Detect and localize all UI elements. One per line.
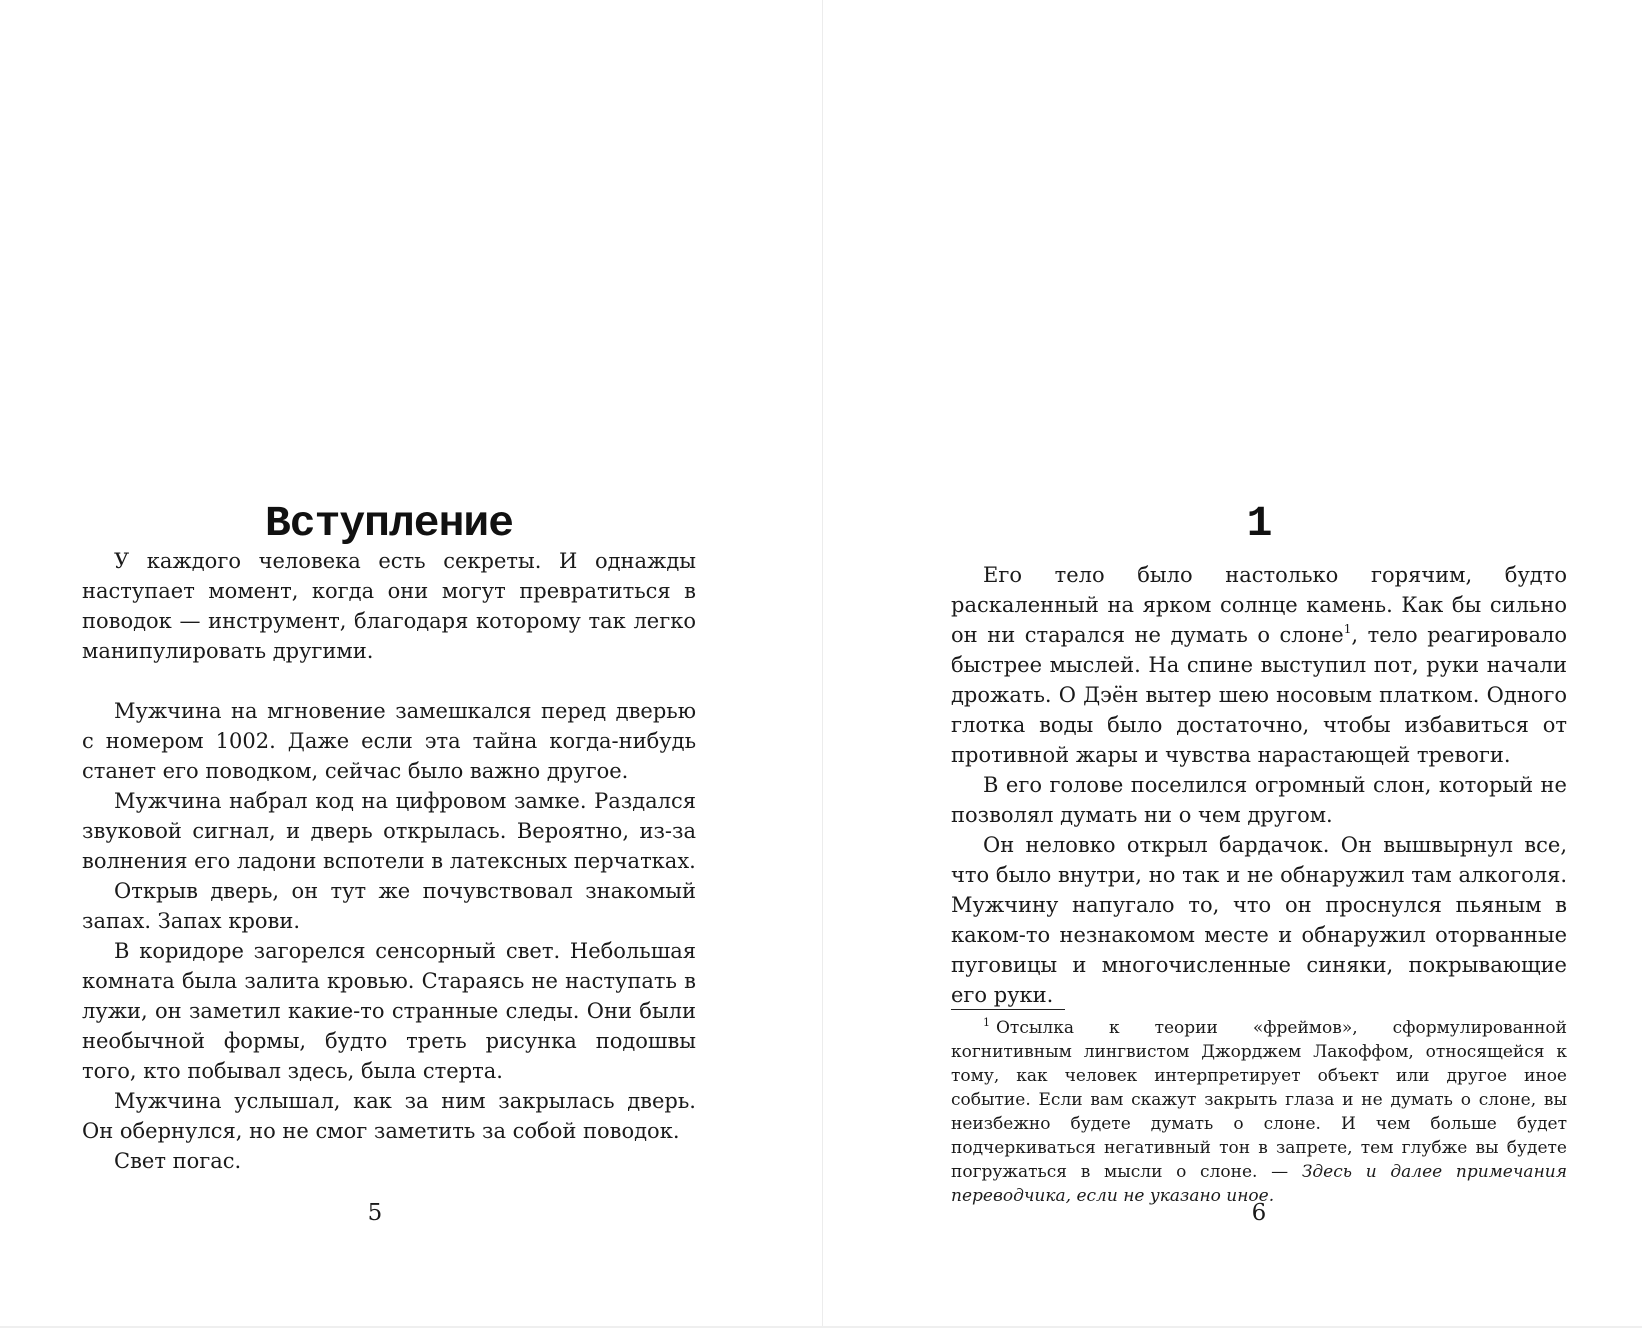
footnote-italic-note: Здесь и далее примечания переводчика, если не указано иное. (951, 1162, 1567, 1206)
page-number: 5 (367, 1200, 383, 1226)
paragraph-text: , тело реагировало быстрее мыслей. На спине выступил пот, руки начали дрожать. О Дэён вытер шею носовым платком. Одного глотка воды было достаточно, чтобы избавиться от противной жары и чувства нарастающей тревоги. (951, 623, 1567, 767)
paragraph: У каждого человека есть секреты. И однажды наступает момент, когда они могут превратиться в поводок — инструмент, благодаря которому так легко манипулировать другими. (82, 549, 696, 663)
page-number: 6 (1251, 1200, 1267, 1226)
right-page (951, 0, 1567, 1328)
chapter-body (82, 546, 696, 1176)
footnote-marker: 1 (983, 1016, 990, 1029)
footnote-divider (951, 1009, 1065, 1010)
paragraph: Мужчина на мгновение замешкался перед дверью с номером 1002. Даже если эта тайна когда-нибудь станет его поводком, сейчас было важно другое. (82, 699, 696, 783)
chapter-body (951, 560, 1567, 1010)
footnote (951, 1016, 1567, 1208)
paragraph: Он неловко открыл бардачок. Он вышвырнул все, что было внутри, но так и не обнаружил там алкоголя. Мужчину напугало то, что он проснулся пьяным в каком-то незнакомом месте и обнаружил оторванные пуговицы и многочисленные синяки, покрывающие его руки. (951, 833, 1567, 1007)
paragraph: Мужчина набрал код на цифровом замке. Раздался звуковой сигнал, и дверь открылась. Вероятно, из-за волнения его ладони вспотели в латексных перчатках. (82, 789, 696, 873)
footnote-text: Отсылка к теории «фреймов», сформулированной когнитивным лингвистом Джорджем Лакоффом, относящейся к тому, как человек интерпретирует объект или другое иное событие. Если вам скажут закрыть глаза и не думать о слоне, вы неизбежно будете думать о слоне. И чем больше будет подчеркиваться негативный тон в запрете, тем глубже вы будете погружаться в мысли о слоне. — (951, 1018, 1567, 1182)
paragraph: Мужчина услышал, как за ним закрылась дверь. Он обернулся, но не смог заметить за собой поводок. (82, 1089, 696, 1143)
footnote-reference[interactable]: 1 (1343, 622, 1352, 636)
chapter-title: Вступление (264, 498, 514, 548)
paragraph: В коридоре загорелся сенсорный свет. Небольшая комната была залита кровью. Стараясь не наступать в лужи, он заметил какие-то странные следы. Они были необычной формы, будто треть рисунка подошвы того, кто побывал здесь, была стерта. (82, 939, 696, 1083)
paragraph: Открыв дверь, он тут же почувствовал знакомый запах. Запах крови. (82, 879, 696, 933)
left-page (82, 0, 696, 1328)
book-gutter (822, 0, 823, 1328)
paragraph (951, 560, 1567, 770)
chapter-number: 1 (1246, 498, 1272, 548)
paragraph: Свет погас. (114, 1149, 242, 1173)
paragraph: В его голове поселился огромный слон, который не позволял думать ни о чем другом. (951, 773, 1567, 827)
paragraph-text: Его тело было настолько горячим, будто раскаленный на ярком солнце камень. Как бы сильно он ни старался не думать о слоне (951, 563, 1567, 647)
